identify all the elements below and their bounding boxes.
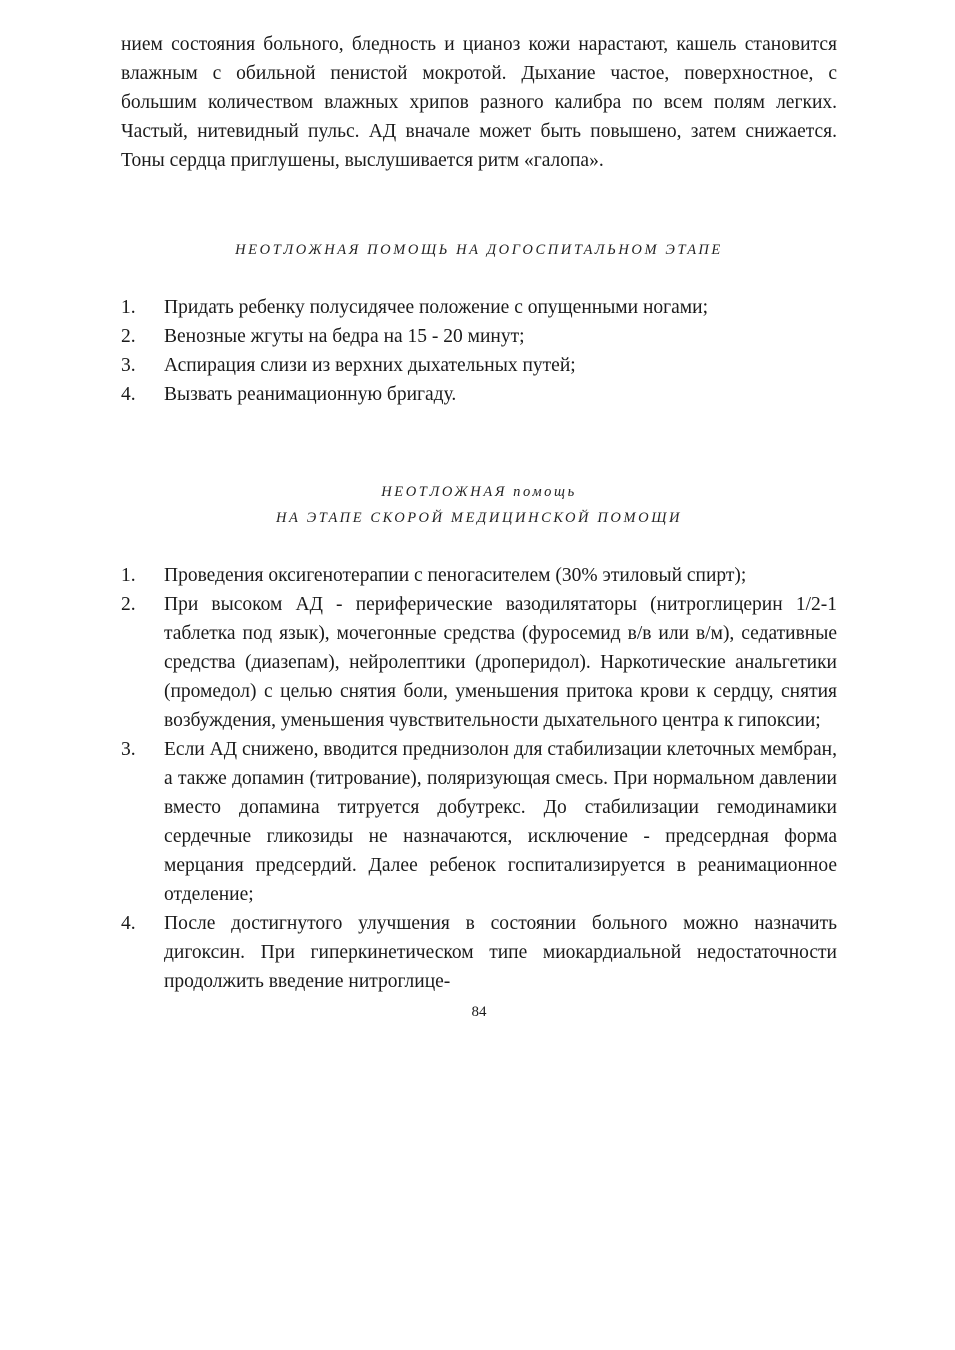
list-item-number: 2. [121, 594, 136, 615]
list-item-text: Аспирация слизи из верхних дыхательных путей; [164, 355, 576, 376]
list-item-number: 1. [121, 565, 136, 586]
list-item [121, 735, 837, 909]
section-heading-ambulance [121, 479, 837, 531]
list-item-text: Вызвать реанимационную бригаду. [164, 384, 457, 405]
list-item [121, 590, 837, 735]
list-item [121, 380, 837, 409]
list-item-text: Придать ребенку полусидячее положение с опущенными ногами; [164, 297, 708, 318]
ambulance-list [121, 561, 837, 996]
list-item-text: Если АД снижено, вводится преднизолон для стабилизации клеточных мембран, а также допамин (титрование), поляризующая смесь. При нормальном давлении вместо допамина титруется добутрекс. До стабилизации гемодинамики сердечные гликозиды не назначаются, исключение - предсердная форма мерцания предсердий. Далее ребенок госпитализируется в реанимационное отделение; [164, 739, 837, 905]
list-item [121, 322, 837, 351]
list-item [121, 561, 837, 590]
list-item-text: При высоком АД - периферические вазодилятаторы (нитроглицерин 1/2-1 таблетка под язык), мочегонные средства (фуросемид в/в или в/м), седативные средства (диазепам), нейролептики (дроперидол). Наркотические анальгетики (промедол) с целью снятия боли, уменьшения притока крови к сердцу, снятия возбуждения, уменьшения чувствительности дыхательного центра к гипоксии; [164, 594, 837, 731]
list-item-number: 3. [121, 355, 136, 376]
list-item-text: Проведения оксигенотерапии с пеногасителем (30% этиловый спирт); [164, 565, 747, 586]
intro-paragraph: нием состояния больного, бледность и цианоз кожи нарастают, кашель становится влажным с обильной пенистой мокротой. Дыхание частое, поверхностное, с большим количеством влажных хрипов разного калибра по всем полям легких. Частый, нитевидный пульс. АД вначале может быть повышено, затем снижается. Тоны сердца приглушены, выслушивается ритм «галопа». [121, 34, 837, 171]
page-number: 84 [471, 1004, 487, 1020]
list-item-number: 3. [121, 739, 136, 760]
list-item-text: Венозные жгуты на бедра на 15 - 20 минут; [164, 326, 525, 347]
list-item-number: 1. [121, 297, 136, 318]
page-content [121, 30, 837, 1022]
prehospital-list [121, 293, 837, 409]
section-heading-prehospital: НЕОТЛОЖНАЯ ПОМОЩЬ НА ДОГОСПИТАЛЬНОМ ЭТАПЕ [235, 242, 723, 258]
list-item [121, 351, 837, 380]
list-item [121, 293, 837, 322]
list-item [121, 909, 837, 996]
list-item-number: 2. [121, 326, 136, 347]
section-heading-line: НЕОТЛОЖНАЯ помощь [381, 484, 577, 500]
list-item-number: 4. [121, 384, 136, 405]
section-heading-line: НА ЭТАПЕ СКОРОЙ МЕДИЦИНСКОЙ ПОМОЩИ [275, 510, 683, 526]
list-item-number: 4. [121, 913, 136, 934]
list-item-text: После достигнутого улучшения в состоянии больного можно назначить дигоксин. При гиперкинетическом типе миокардиальной недостаточности продолжить введение нитроглице- [164, 913, 837, 992]
